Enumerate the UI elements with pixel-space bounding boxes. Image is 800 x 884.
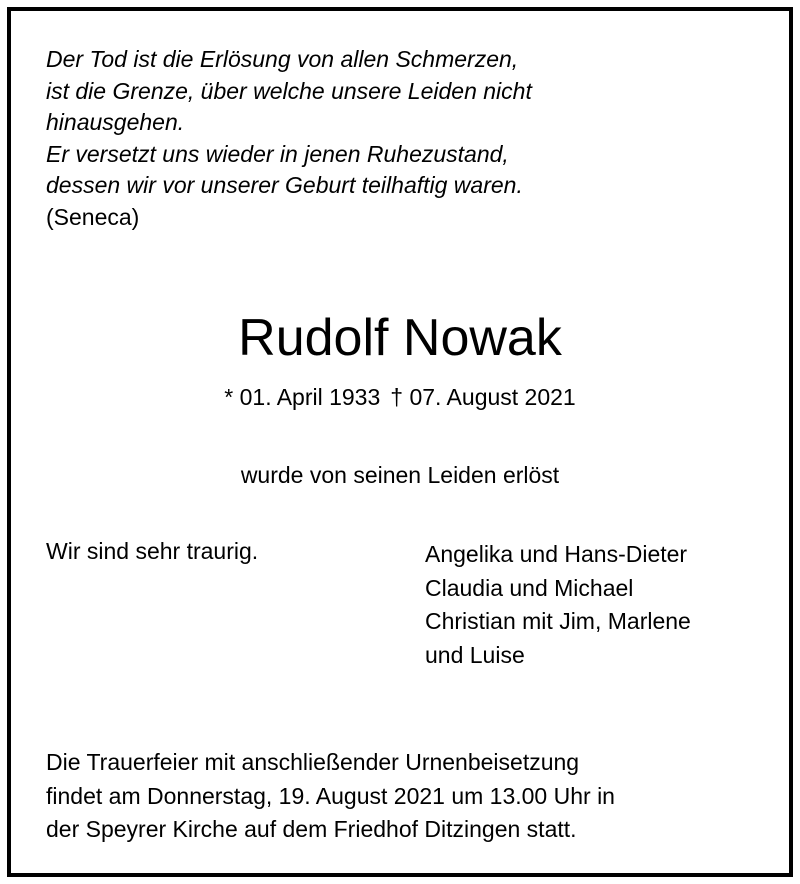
quote-source: (Seneca) — [46, 203, 140, 230]
quote-line: ist die Grenze, über welche unsere Leiden nicht — [46, 77, 532, 104]
family-line: Angelika und Hans-Dieter — [425, 541, 688, 567]
quote-line: Der Tod ist die Erlösung von allen Schmerzen, — [46, 46, 519, 72]
quote-line: Er versetzt uns wieder in jenen Ruhezustand, — [46, 140, 509, 167]
funeral-line: der Speyrer Kirche auf dem Friedhof Ditzingen statt. — [46, 816, 577, 842]
quote-line: dessen wir vor unserer Geburt teilhaftig waren. — [46, 172, 523, 198]
family-list — [425, 538, 691, 672]
funeral-line: Die Trauerfeier mit anschließender Urnenbeisetzung — [46, 749, 580, 775]
family-line: Christian mit Jim, Marlene — [425, 608, 691, 634]
quote-block — [46, 44, 726, 233]
funeral-line: findet am Donnerstag, 19. August 2021 um 13.00 Uhr in — [46, 782, 615, 809]
death-date: † 07. August 2021 — [390, 384, 576, 410]
deceased-name: Rudolf Nowak — [238, 309, 562, 367]
family-line: und Luise — [425, 641, 525, 668]
quote-line: hinausgehen. — [46, 109, 185, 135]
release-text: wurde von seinen Leiden erlöst — [240, 462, 560, 488]
life-dates — [0, 381, 800, 413]
mourning-text: Wir sind sehr traurig. — [46, 538, 259, 564]
birth-date: * 01. April 1933 — [224, 384, 381, 410]
funeral-notice — [46, 746, 766, 847]
family-line: Claudia und Michael — [425, 574, 634, 601]
